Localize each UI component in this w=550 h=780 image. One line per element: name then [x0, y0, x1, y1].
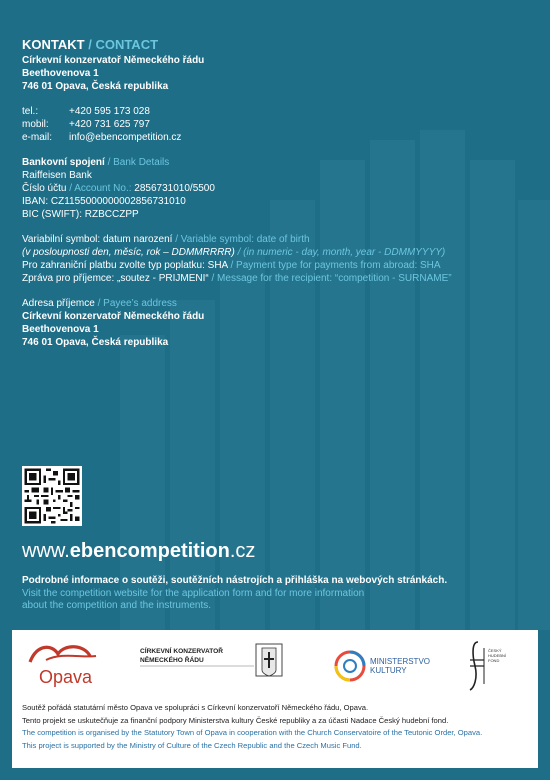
phone-row [22, 105, 532, 118]
payee-street: Beethovenova 1 [22, 324, 99, 335]
phone-value[interactable]: +420 595 173 028 [69, 106, 150, 117]
footer-en-line1: The competition is organised by the Statutory Town of Opava in cooperation with the Church Conservatoire of the Teutonic Order, Opava. [22, 728, 483, 737]
ministry-line2: KULTURY [370, 666, 407, 675]
mobile-value[interactable]: +420 731 625 797 [69, 119, 150, 130]
fund-line1: ČESKÝ [488, 648, 502, 653]
contact-content [22, 38, 532, 361]
account-line [22, 182, 532, 195]
bank-title [22, 156, 532, 169]
variable-symbol [22, 233, 532, 246]
iban: IBAN: CZ1155000000002856731010 [22, 196, 186, 207]
account-value: 2856731010/5500 [131, 183, 215, 194]
opava-logo [30, 647, 96, 687]
fund-line2: HUDEBNÍ [488, 653, 507, 658]
opava-logo-text: Opava [39, 667, 93, 687]
payee-title [22, 297, 532, 310]
bank-name: Raiffeisen Bank [22, 170, 92, 181]
payment-type-cz: Pro zahraniční platbu zvolte typ poplatku: SHA [22, 260, 228, 271]
email-label: e-mail: [22, 132, 53, 143]
payment-type-en: / Payment type for payments from abroad: SHA [227, 260, 441, 271]
contact-heading-cz: KONTAKT [22, 37, 85, 52]
info-en-line2: about the competition and the instruments. [22, 600, 212, 611]
footer-cz-line1: Soutěž pořádá statutární město Opava ve spolupráci s Církevní konzervatoří Německého řádu, Opava. [22, 703, 369, 712]
bic: BIC (SWIFT): RZBCCZPP [22, 209, 139, 220]
music-fund-logo [470, 642, 507, 690]
payee-title-cz: Adresa příjemce [22, 298, 95, 309]
recipient-message-en: / Message for the recipient: “competition - SURNAME” [208, 273, 452, 284]
contact-heading-sep: / [84, 37, 96, 52]
ministry-line1: MINISTERSTVO [370, 657, 431, 666]
bank-title-cz: Bankovní spojení [22, 157, 105, 168]
mobile-row [22, 118, 532, 131]
variable-symbol-cz: Variabilní symbol: datum narození [22, 234, 173, 245]
date-order-cz: (v posloupnosti den, měsíc, rok – DDMMRRRR) [22, 247, 235, 258]
bank-block [22, 156, 532, 221]
info-text [22, 575, 447, 613]
payment-type [22, 259, 532, 272]
date-order [22, 246, 532, 259]
info-en-line1: Visit the competition website for the application form and for more information [22, 587, 365, 599]
qr-code-icon[interactable] [22, 466, 82, 526]
contact-heading-en: CONTACT [95, 37, 159, 52]
website-suffix: .cz [229, 540, 256, 562]
recipient-message [22, 272, 532, 285]
website-name: ebencompetition [69, 540, 230, 562]
payee-title-en: / Payee’s address [94, 298, 177, 309]
phone-label: tel.: [22, 106, 39, 117]
contact-block [22, 38, 532, 93]
contact-heading [22, 38, 532, 51]
contact-street: Beethovenova 1 [22, 68, 99, 79]
footer-en-line2: This project is supported by the Ministry of Culture of the Czech Republic and the Czech Music Fund. [22, 740, 362, 750]
bank-title-en: / Bank Details [104, 157, 170, 168]
ministry-logo [336, 652, 430, 680]
variable-symbol-en: / Variable symbol: date of birth [172, 234, 310, 245]
mobile-label: mobil: [22, 119, 49, 130]
fund-line3: FOND [488, 658, 500, 663]
footer-cz-line2: Tento projekt se uskutečňuje za finanční podpory Ministerstva kultury České republiky a za účasti Nadace Český hudební fond. [22, 715, 449, 725]
account-label-en: / Account No.: [66, 183, 132, 194]
website-link[interactable] [22, 539, 255, 563]
email-link[interactable]: info@ebencompetition.cz [69, 132, 182, 143]
sponsor-logos [12, 630, 538, 700]
footer [12, 630, 538, 768]
konzervator-line2: NĚMECKÉHO ŘÁDU [140, 657, 204, 664]
contact-city: 746 01 Opava, Česká republika [22, 81, 169, 92]
phone-block [22, 105, 532, 144]
date-order-en: / (in numeric - day, month, year - DDMMYYYY) [234, 247, 446, 258]
payee-org: Církevní konzervatoř Německého řádu [22, 311, 205, 322]
symbol-block [22, 233, 532, 285]
recipient-message-cz: Zpráva pro příjemce: „soutez - PRIJMENI“ [22, 273, 209, 284]
konzervator-logo [140, 644, 282, 676]
info-cz: Podrobné informace o soutěži, soutěžních nástrojích a přihláška na webových stránkách. [22, 575, 448, 586]
payee-block [22, 297, 532, 349]
email-row [22, 131, 532, 144]
website-prefix: www. [22, 540, 70, 562]
payee-city: 746 01 Opava, Česká republika [22, 337, 169, 348]
contact-org: Církevní konzervatoř Německého řádu [22, 55, 205, 66]
footer-text [22, 702, 482, 752]
konzervator-line1: CÍRKEVNÍ KONZERVATOŘ [140, 648, 224, 655]
account-label-cz: Číslo účtu [22, 183, 67, 194]
